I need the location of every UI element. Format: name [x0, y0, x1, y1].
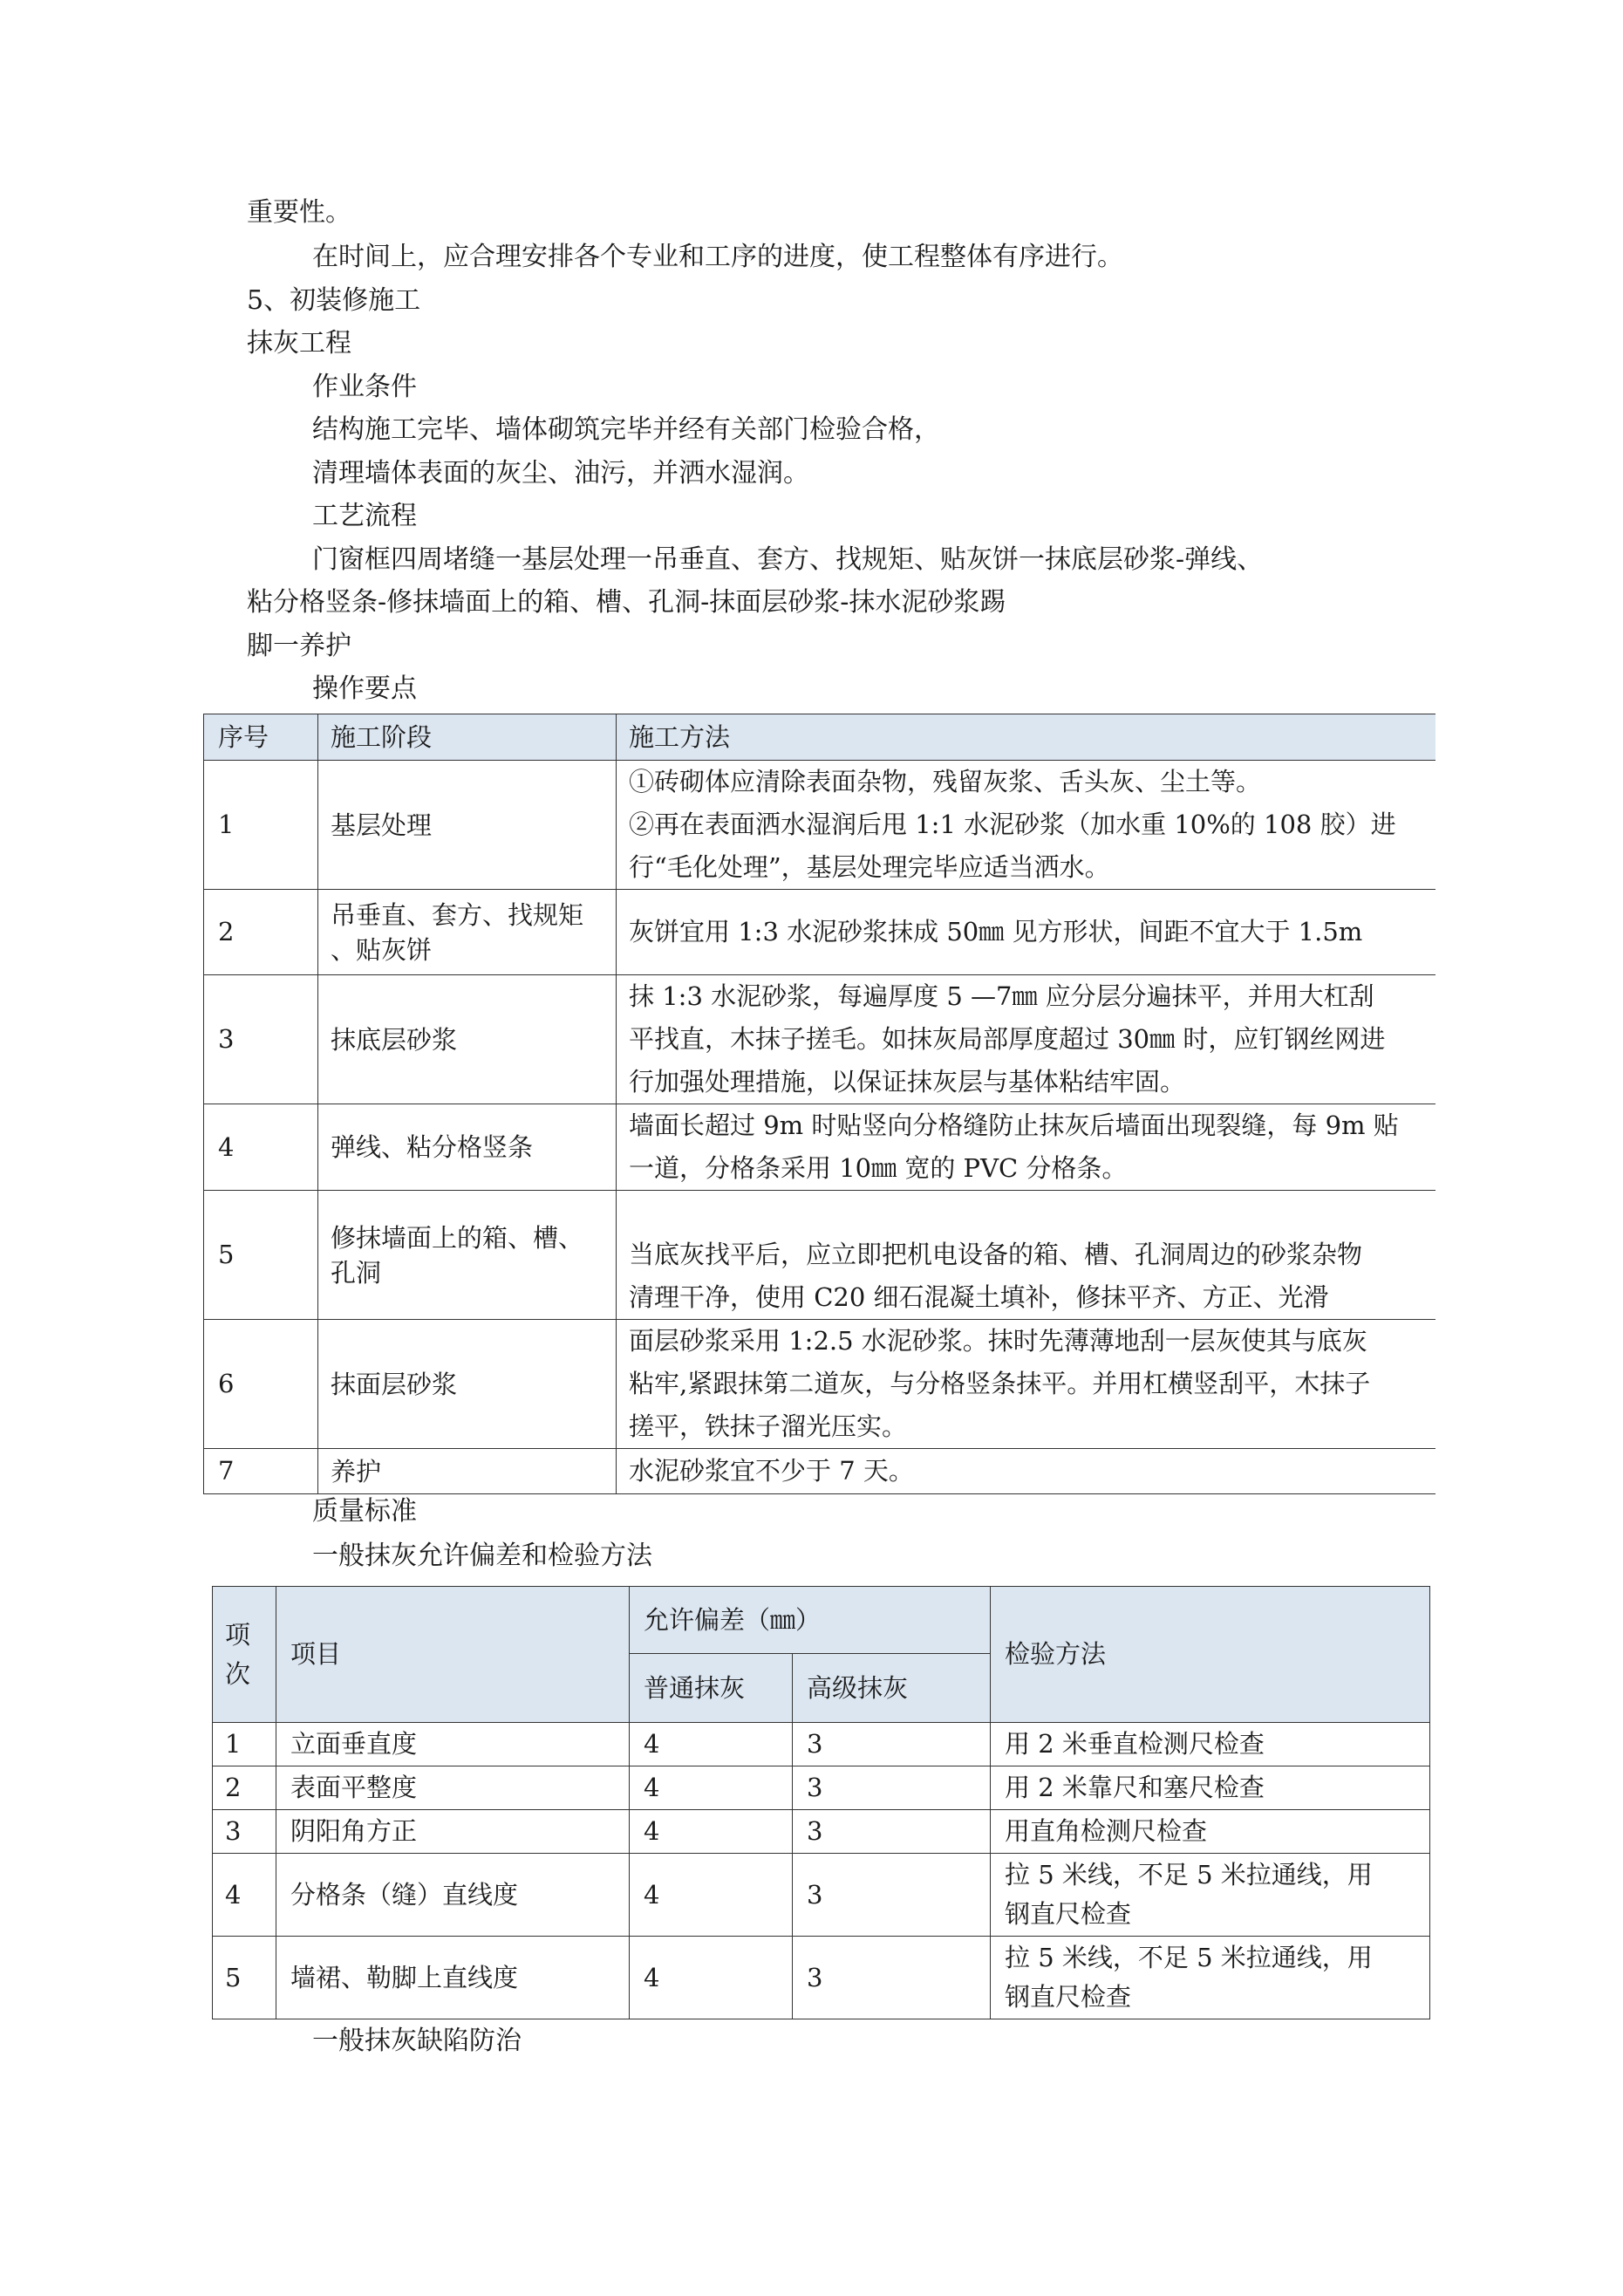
table-header-row [213, 1587, 1430, 1654]
normal-tolerance-cell: 4 [630, 1854, 793, 1937]
header-text: 次 [225, 1658, 251, 1689]
method-cell [617, 1104, 1435, 1191]
paragraph: 重要性。 [247, 197, 351, 228]
stage-text: 养护 [331, 1456, 382, 1486]
stage-cell [318, 1191, 617, 1320]
method-text: 用 2 米垂直检测尺检查 [1005, 1729, 1265, 1759]
subheading: 操作要点 [312, 673, 417, 704]
item-cell: 立面垂直度 [276, 1723, 630, 1766]
item-number-cell: 1 [213, 1723, 276, 1766]
method-cell [991, 1810, 1430, 1854]
subsection-heading: 抹灰工程 [247, 328, 351, 359]
method-text: 灰饼宜用 1:3 水泥砂浆抹成 50㎜ 见方形状，间距不宜大于 1.5m [629, 917, 1363, 946]
method-text: 拉 5 米线，不足 5 米拉通线，用 [1005, 1860, 1373, 1889]
stage-cell [318, 1320, 617, 1449]
row-number-cell: 3 [204, 975, 318, 1104]
method-text: 一道，分格条采用 10㎜ 宽的 PVC 分格条。 [629, 1153, 1128, 1183]
item-cell: 分格条（缝）直线度 [276, 1854, 630, 1937]
method-text: 清理干净，使用 C20 细石混凝土填补，修抹平齐、方正、光滑 [629, 1282, 1329, 1312]
row-number-cell: 7 [204, 1449, 318, 1494]
paragraph: 门窗框四周堵缝一基层处理一吊垂直、套方、找规矩、贴灰饼一抹底层砂浆-弹线、 [312, 544, 1264, 575]
table-row [204, 975, 1435, 1104]
method-text: 行加强处理措施，以保证抹灰层与基体粘结牢固。 [629, 1067, 1186, 1097]
normal-tolerance-cell: 4 [630, 1810, 793, 1854]
stage-text: 抹底层砂浆 [331, 1024, 458, 1055]
stage-cell [318, 1449, 617, 1494]
table-row [204, 1320, 1435, 1449]
table-row [213, 1810, 1430, 1854]
normal-tolerance-cell: 4 [630, 1766, 793, 1810]
item-cell: 墙裙、勒脚上直线度 [276, 1937, 630, 2019]
item-number-cell: 5 [213, 1937, 276, 2019]
section-heading: 5、初装修施工 [247, 285, 421, 316]
stage-cell [318, 761, 617, 890]
item-cell: 阴阳角方正 [276, 1810, 630, 1854]
table-row [213, 1766, 1430, 1810]
row-number-cell: 6 [204, 1320, 318, 1449]
stage-text: 修抹墙面上的箱、槽、 [331, 1222, 584, 1253]
header-cell: 施工方法 [617, 714, 1435, 761]
row-number-cell: 1 [204, 761, 318, 890]
method-text: ①砖砌体应清除表面杂物，残留灰浆、舌头灰、尘土等。 [629, 767, 1262, 796]
stage-text: 基层处理 [331, 810, 433, 840]
method-text: 粘牢,紧跟抹第二道灰，与分格竖条抹平。并用杠横竖刮平，木抹子 [629, 1369, 1371, 1398]
method-text: 当底灰找平后，应立即把机电设备的箱、槽、孔洞周边的砂浆杂物 [629, 1240, 1363, 1269]
method-text: 搓平，铁抹子溜光压实。 [629, 1411, 908, 1441]
method-cell [617, 1320, 1435, 1449]
row-number-cell: 4 [204, 1104, 318, 1191]
method-cell [991, 1766, 1430, 1810]
stage-text: 孔洞 [331, 1257, 382, 1288]
header-cell: 项目 [276, 1587, 630, 1723]
header-cell: 普通抹灰 [630, 1654, 793, 1723]
table-row [204, 761, 1435, 890]
method-cell [617, 1449, 1435, 1494]
subheading: 质量标准 [312, 1496, 417, 1527]
method-cell [991, 1854, 1430, 1937]
method-cell [617, 1191, 1435, 1320]
method-text: 抹 1:3 水泥砂浆，每遍厚度 5 —7㎜ 应分层分遍抹平，并用大杠刮 [629, 981, 1374, 1011]
high-tolerance-cell: 3 [793, 1854, 991, 1937]
table-row [213, 1854, 1430, 1937]
method-text: 拉 5 米线，不足 5 米拉通线，用 [1005, 1943, 1373, 1972]
method-cell [617, 890, 1435, 975]
stage-text: 、贴灰饼 [331, 934, 433, 965]
paragraph: 结构施工完毕、墙体砌筑完毕并经有关部门检验合格， [312, 414, 940, 445]
method-cell [617, 975, 1435, 1104]
table-header-row [204, 714, 1435, 761]
method-cell [991, 1723, 1430, 1766]
normal-tolerance-cell: 4 [630, 1723, 793, 1766]
header-cell [213, 1587, 276, 1723]
paragraph: 粘分格竖条-修抹墙面上的箱、槽、孔洞-抹面层砂浆-抹水泥砂浆踢 [247, 587, 1006, 618]
normal-tolerance-cell: 4 [630, 1937, 793, 2019]
method-text: 水泥砂浆宜不少于 7 天。 [629, 1456, 914, 1486]
item-cell: 表面平整度 [276, 1766, 630, 1810]
header-cell: 检验方法 [991, 1587, 1430, 1723]
method-cell [991, 1937, 1430, 2019]
table-row [204, 1449, 1435, 1494]
high-tolerance-cell: 3 [793, 1723, 991, 1766]
row-number-cell: 5 [204, 1191, 318, 1320]
subheading: 工艺流程 [312, 501, 417, 531]
table-row [204, 1191, 1435, 1320]
subheading: 一般抹灰缺陷防治 [312, 2026, 522, 2056]
stage-cell [318, 890, 617, 975]
subheading: 作业条件 [312, 372, 417, 402]
item-number-cell: 2 [213, 1766, 276, 1810]
method-text: 墙面长超过 9m 时贴竖向分格缝防止抹灰后墙面出现裂缝，每 9m 贴 [629, 1110, 1399, 1140]
item-number-cell: 3 [213, 1810, 276, 1854]
method-text: ②再在表面洒水湿润后甩 1:1 水泥砂浆（加水重 10%的 108 胶）进 [629, 810, 1396, 839]
row-number-cell: 2 [204, 890, 318, 975]
header-cell: 高级抹灰 [793, 1654, 991, 1723]
method-cell [617, 761, 1435, 890]
paragraph: 脚一养护 [247, 631, 351, 661]
stage-text: 弹线、粘分格竖条 [331, 1132, 534, 1162]
method-text: 平找直，木抹子搓毛。如抹灰局部厚度超过 30㎜ 时，应钉钢丝网进 [629, 1024, 1386, 1054]
table-row [213, 1723, 1430, 1766]
method-text: 用 2 米靠尺和塞尺检查 [1005, 1773, 1265, 1802]
method-text: 用直角检测尺检查 [1005, 1816, 1208, 1846]
paragraph: 在时间上，应合理安排各个专业和工序的进度，使工程整体有序进行。 [312, 242, 1123, 272]
stage-text: 抹面层砂浆 [331, 1369, 458, 1399]
high-tolerance-cell: 3 [793, 1766, 991, 1810]
method-text: 面层砂浆采用 1:2.5 水泥砂浆。抹时先薄薄地刮一层灰使其与底灰 [629, 1326, 1367, 1356]
method-text: 行“毛化处理”，基层处理完毕应适当洒水。 [629, 852, 1110, 882]
header-cell: 允许偏差（㎜） [630, 1587, 991, 1654]
table-caption: 一般抹灰允许偏差和检验方法 [312, 1541, 652, 1571]
header-cell: 序号 [204, 714, 318, 761]
method-text: 钢直尺检查 [1005, 1982, 1132, 2012]
table-row [213, 1937, 1430, 2019]
quality-table [212, 1586, 1430, 2019]
method-text: 钢直尺检查 [1005, 1899, 1132, 1929]
operation-table [203, 714, 1435, 1494]
paragraph: 清理墙体表面的灰尘、油污，并洒水湿润。 [312, 458, 809, 489]
table-row [204, 890, 1435, 975]
table-row [204, 1104, 1435, 1191]
high-tolerance-cell: 3 [793, 1810, 991, 1854]
stage-cell [318, 1104, 617, 1191]
high-tolerance-cell: 3 [793, 1937, 991, 2019]
header-cell: 施工阶段 [318, 714, 617, 761]
header-text: 项 [225, 1619, 251, 1650]
stage-text: 吊垂直、套方、找规矩 [331, 899, 584, 930]
stage-cell [318, 975, 617, 1104]
item-number-cell: 4 [213, 1854, 276, 1937]
